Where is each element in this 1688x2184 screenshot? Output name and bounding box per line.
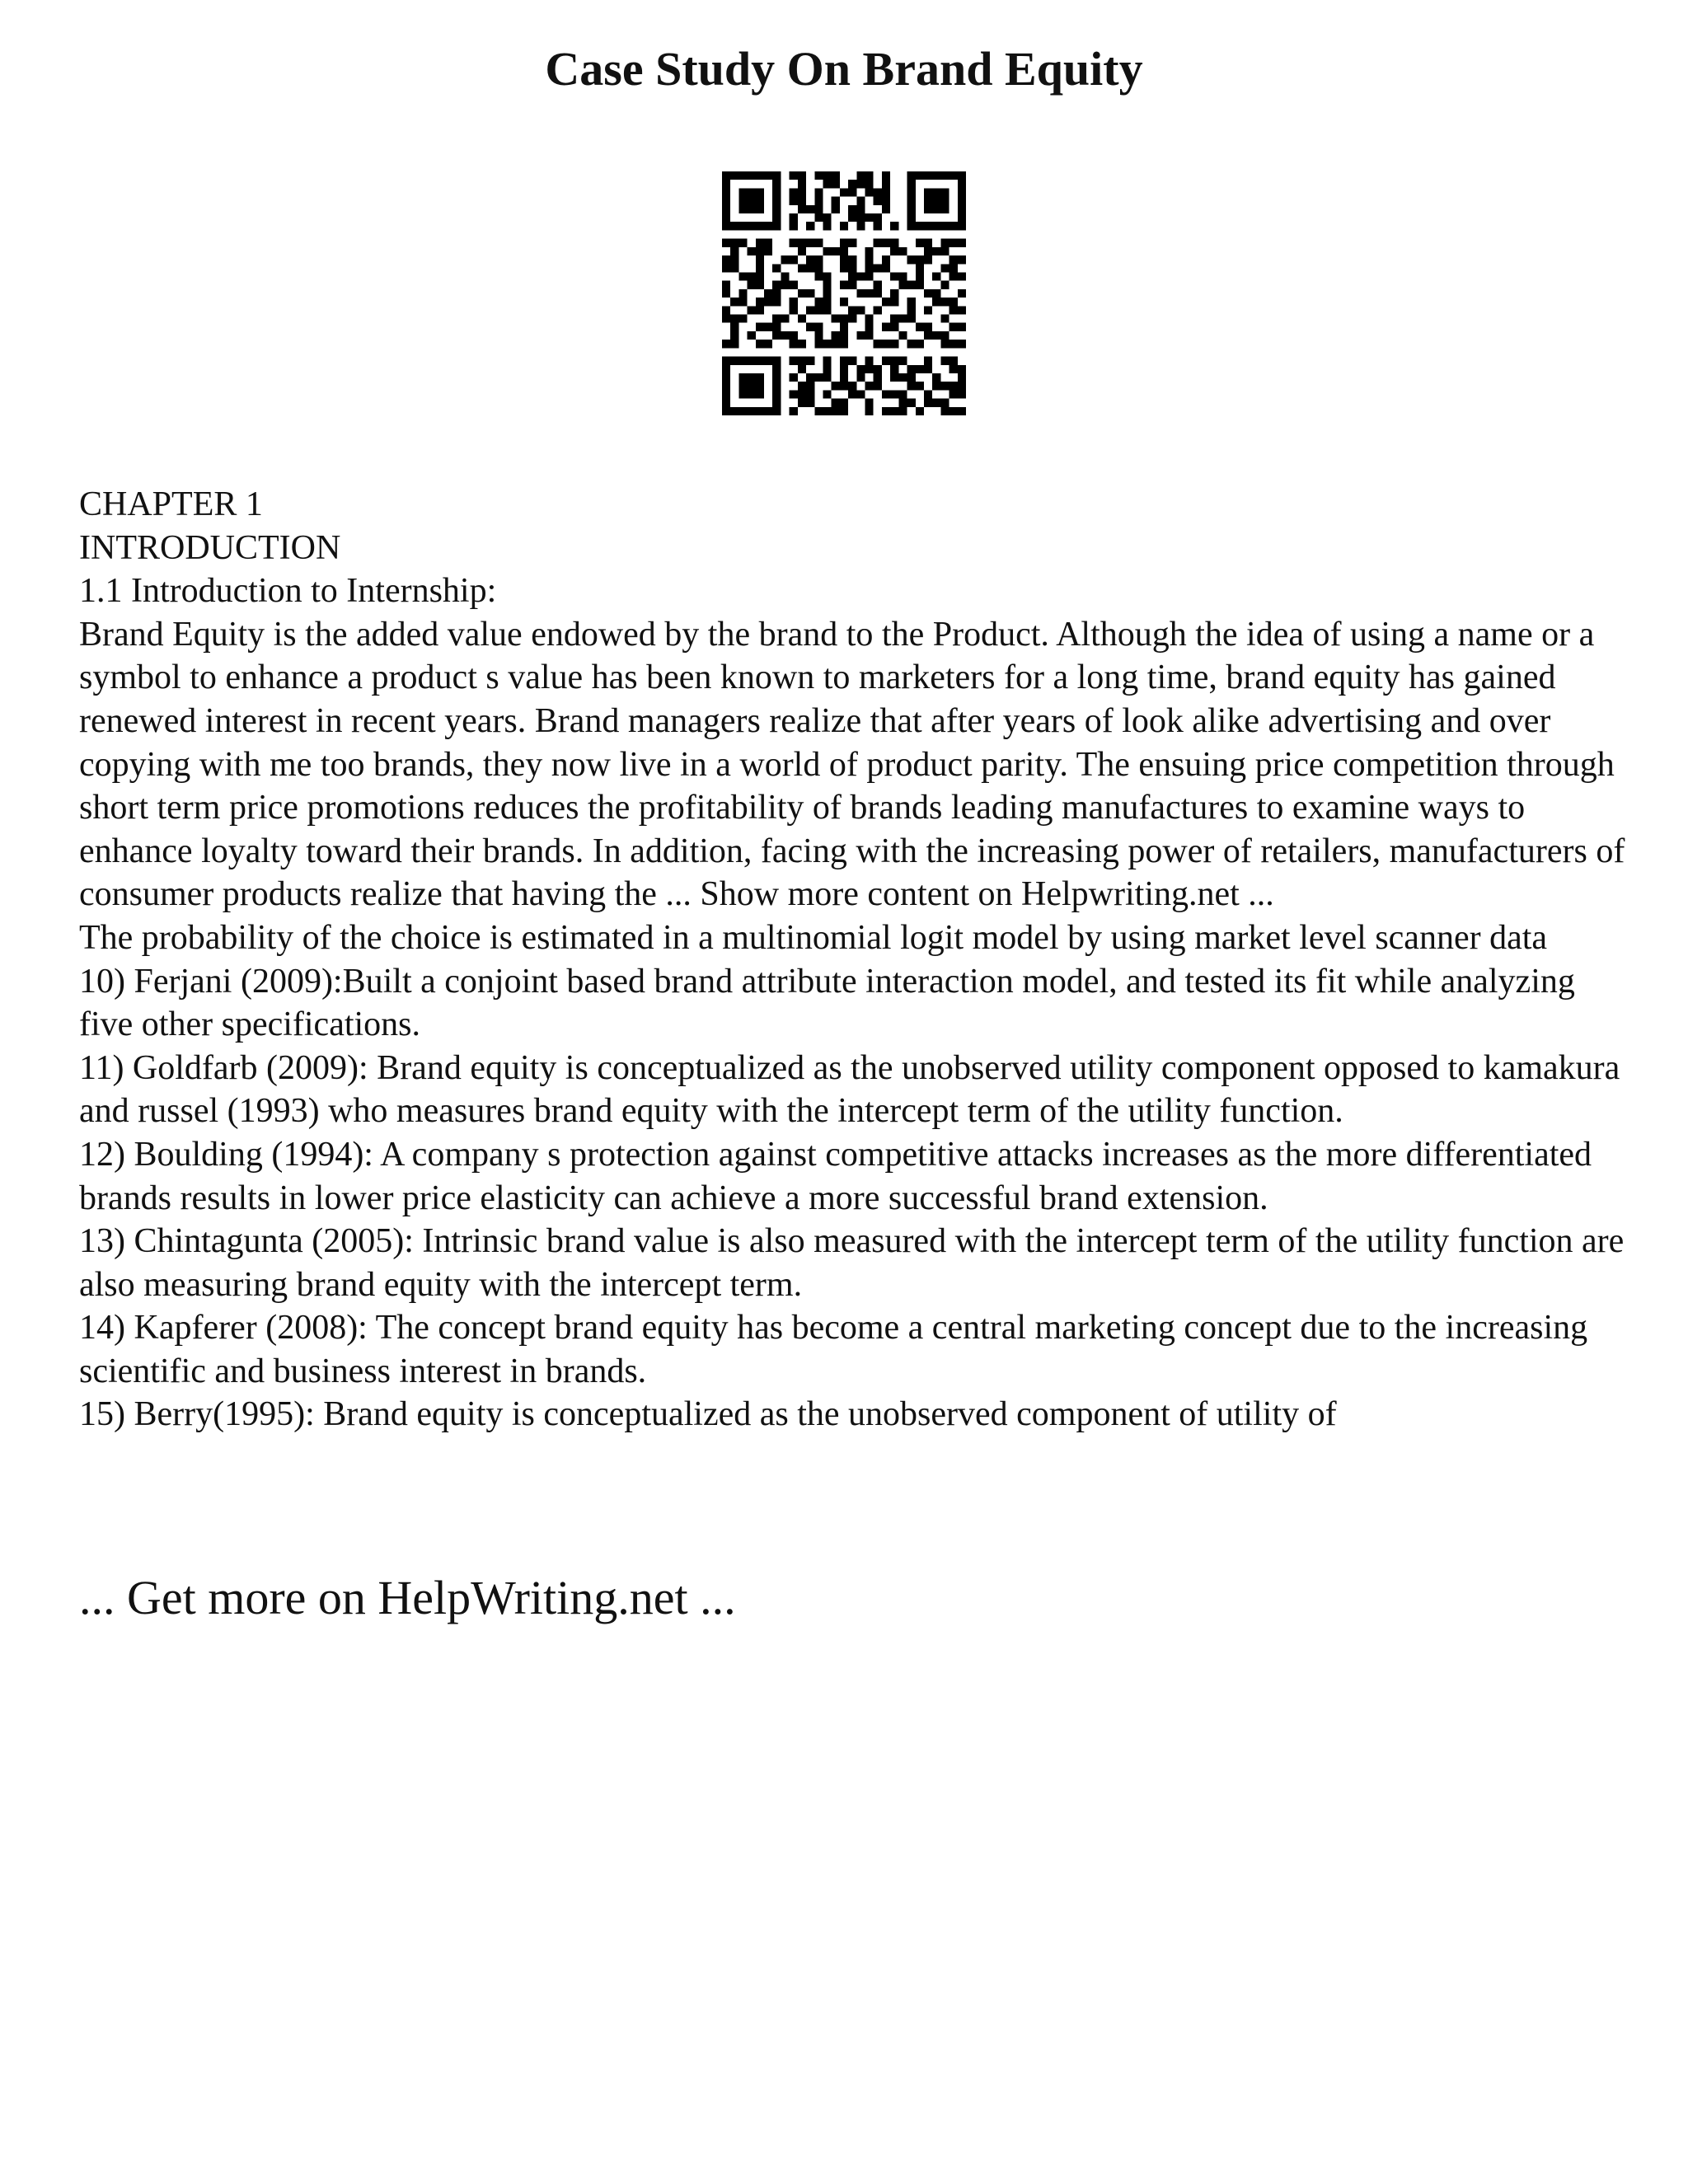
reference-item-14: 14) Kapferer (2008): The concept brand equity has become a central marketing concept due to the increasing scientific and business interest in brands. (79, 1309, 1588, 1390)
more-link[interactable]: ... Get more on HelpWriting.net ... (79, 1571, 736, 1624)
intro-paragraph: Brand Equity is the added value endowed by the brand to the Product. Although the idea of using a name or a symbol to enhance a product s value has been known to marketers for a long time, brand equity has gained renewed interest in recent years. Brand managers realize that after years of look alike advertising and over copying with me too brands, they now live in a world of product parity. The ensuing price competition through short term price promotions reduces the profitability of brands leading manufactures to examine ways to enhance loyalty toward their brands. In addition, facing with the increasing power of retailers, manufacturers of consumer products realize that having the ... Show more content on Helpwriting.net ... (79, 615, 1625, 914)
document-body (79, 483, 1629, 1436)
subsection-heading: 1.1 Introduction to Internship: (79, 572, 497, 611)
reference-item-13: 13) Chintagunta (2005): Intrinsic brand value is also measured with the intercept term of the utility function are also measuring brand equity with the intercept term. (79, 1222, 1625, 1304)
reference-item-11: 11) Goldfarb (2009): Brand equity is conceptualized as the unobserved utility component opposed to kamakura and russel (1993) who measures brand equity with the intercept term of the utility function. (79, 1048, 1620, 1131)
document-title: Case Study On Brand Equity (545, 42, 1143, 96)
section-heading: INTRODUCTION (79, 528, 341, 567)
chapter-heading: CHAPTER 1 (79, 485, 263, 523)
qr-code-icon (722, 171, 966, 415)
reference-item-12: 12) Boulding (1994): A company s protection against competitive attacks increases as the more differentiated brands results in lower price elasticity can achieve a more successful brand extension. (79, 1135, 1592, 1217)
reference-item-15: 15) Berry(1995): Brand equity is conceptualized as the unobserved component of utility of (79, 1395, 1337, 1434)
reference-item-10: 10) Ferjani (2009):Built a conjoint based brand attribute interaction model, and tested its fit while analyzing five other specifications. (79, 962, 1575, 1044)
model-paragraph: The probability of the choice is estimated in a multinomial logit model by using market level scanner data (79, 918, 1548, 957)
